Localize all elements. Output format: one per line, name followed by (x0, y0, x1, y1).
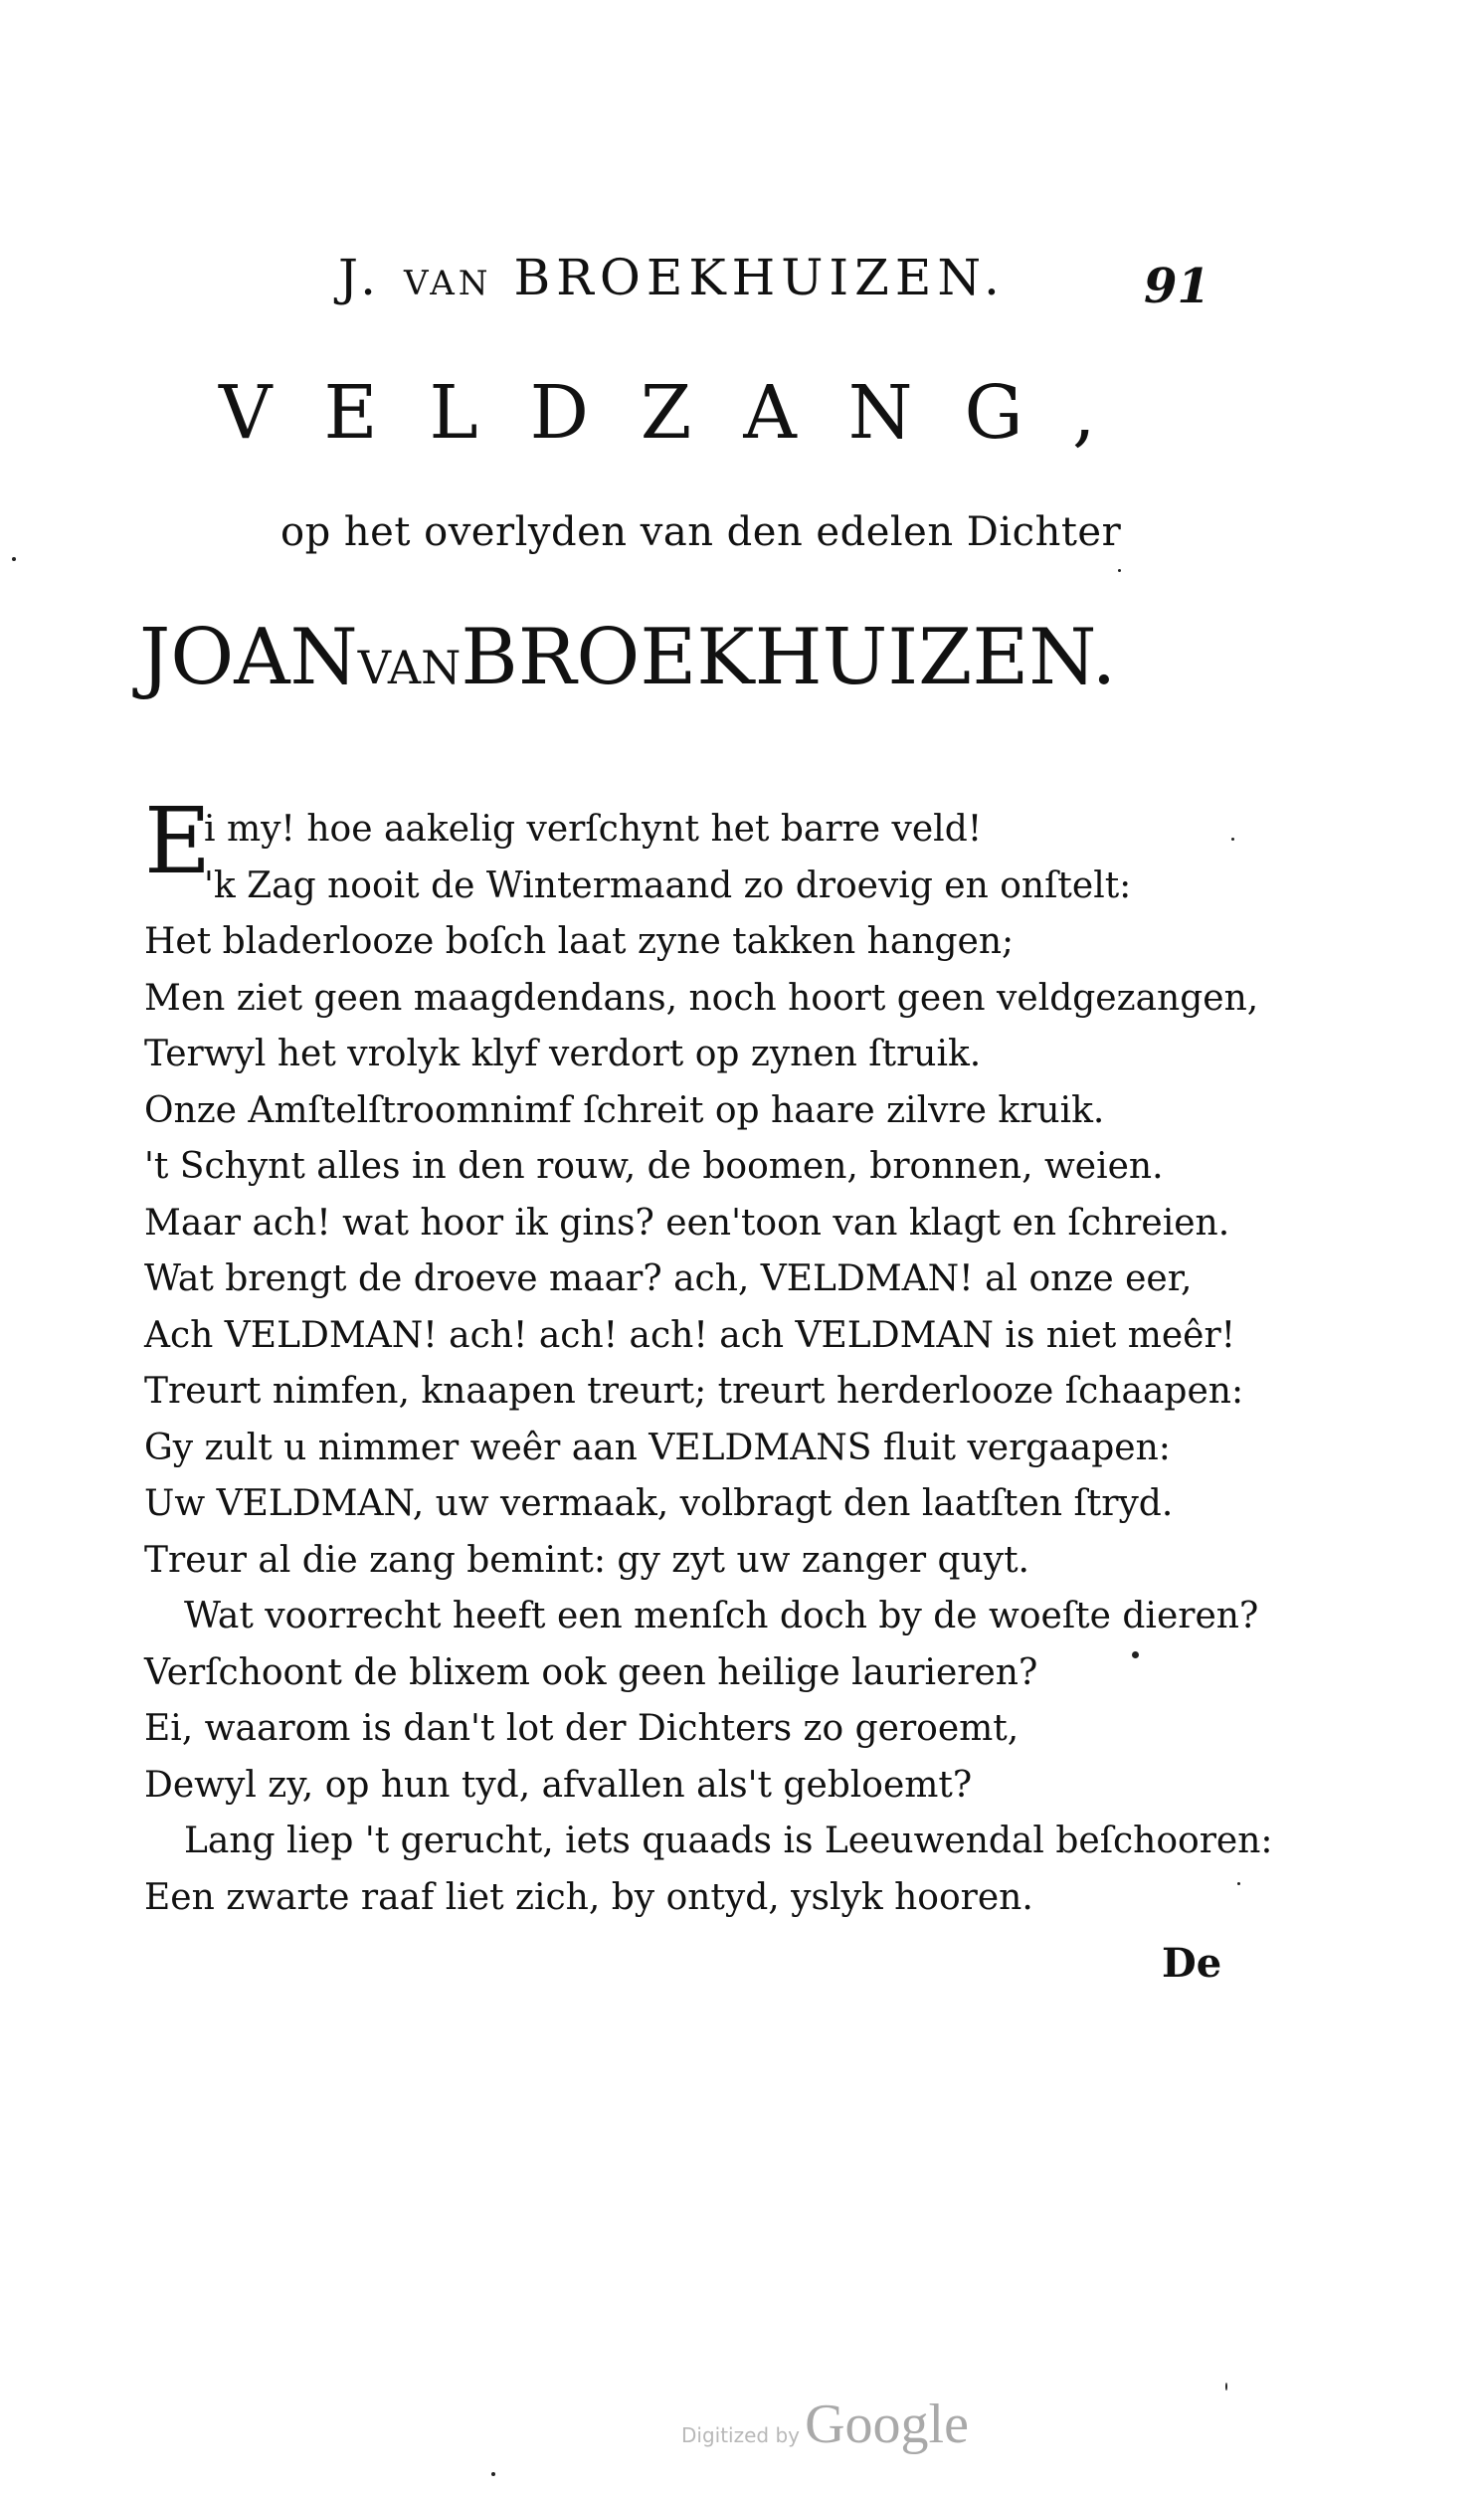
dedicatee-first: JOAN (139, 613, 358, 702)
poem-line: Terwyl het vrolyk klyf verdort op zynen ſtruik. (144, 1034, 982, 1074)
poem-subtitle: op het overlyden van den edelen Dichter (280, 509, 1122, 555)
poem-line: Onze Amſtelſtroomnimf ſchreit op haare zilvre kruik. (144, 1089, 1105, 1131)
poem-line: Gy zult u nimmer weêr aan VELDMANS fluit vergaapen: (144, 1427, 1171, 1468)
poem-line: Lang liep 't gerucht, iets quaads is Leeuwendal beſchooren: (184, 1821, 1273, 1861)
poem-line: Een zwarte raaf liet zich, by ontyd, yslyk hooren. (144, 1876, 1033, 1918)
scan-speck (1118, 569, 1121, 572)
scan-speck (1225, 2383, 1227, 2391)
poem-line: Maar ach! wat hoor ik gins? een'toon van klagt en ſchreien. (144, 1202, 1230, 1244)
poem-body (144, 802, 1273, 1926)
poem-line: Treur al die zang bemint: gy zyt uw zanger quyt. (144, 1539, 1029, 1581)
poem-line: Het bladerlooze boſch laat zyne takken hangen; (144, 921, 1015, 962)
digitized-watermark (681, 2393, 969, 2456)
scan-speck (491, 2472, 495, 2476)
dedicatee-name (139, 613, 1116, 702)
dedicatee-last: BROEKHUIZEN. (461, 613, 1117, 702)
poem-line: i my! hoe aakelig verſchynt het barre veld! (204, 809, 983, 850)
poem-line: Men ziet geen maagdendans, noch hoort geen veldgezangen, (144, 977, 1259, 1019)
watermark-prefix: Digitized by (681, 2423, 800, 2447)
scan-speck (1132, 1651, 1139, 1658)
poem-line: Dewyl zy, op hun tyd, afvallen als't gebloemt? (144, 1764, 973, 1806)
author-initial: J. (338, 249, 383, 306)
dedicatee-particle: VAN (357, 641, 462, 694)
poem-line: Wat voorrecht heeft een menſch doch by de woeſte dieren? (184, 1596, 1259, 1636)
scan-speck (1231, 838, 1234, 841)
poem-line: Treurt nimfen, knaapen treurt; treurt herderlooze ſchaapen: (144, 1371, 1244, 1412)
author-surname: BROEKHUIZEN. (513, 249, 1006, 306)
poem-line: Ach VELDMAN! ach! ach! ach! ach VELDMAN is niet meêr! (144, 1314, 1236, 1356)
watermark-brand: Google (805, 2394, 969, 2455)
poem-line: Verſchoont de blixem ook geen heilige laurieren? (144, 1651, 1038, 1693)
author-particle: VAN (403, 264, 492, 303)
poem-title: VELDZANG, (219, 370, 1148, 456)
poem-line: Wat brengt de droeve maar? ach, VELDMAN! al onze eer, (144, 1258, 1193, 1299)
drop-cap: E (144, 788, 212, 894)
poem-line: Ei, waarom is dan't lot der Dichters zo geroemt, (144, 1708, 1020, 1749)
page-number: 91 (1144, 259, 1210, 314)
catchword: De (1162, 1940, 1222, 1987)
poem-line: 't Schynt alles in den rouw, de boomen, bronnen, weien. (144, 1146, 1164, 1187)
poem-line: Uw VELDMAN, uw vermaak, volbragt den laatſten ſtryd. (144, 1483, 1174, 1524)
scan-speck (12, 557, 16, 561)
scan-speck (1237, 1882, 1240, 1885)
running-head (338, 249, 1006, 306)
poem-line: 'k Zag nooit de Wintermaand zo droevig en onſtelt: (204, 864, 1132, 906)
